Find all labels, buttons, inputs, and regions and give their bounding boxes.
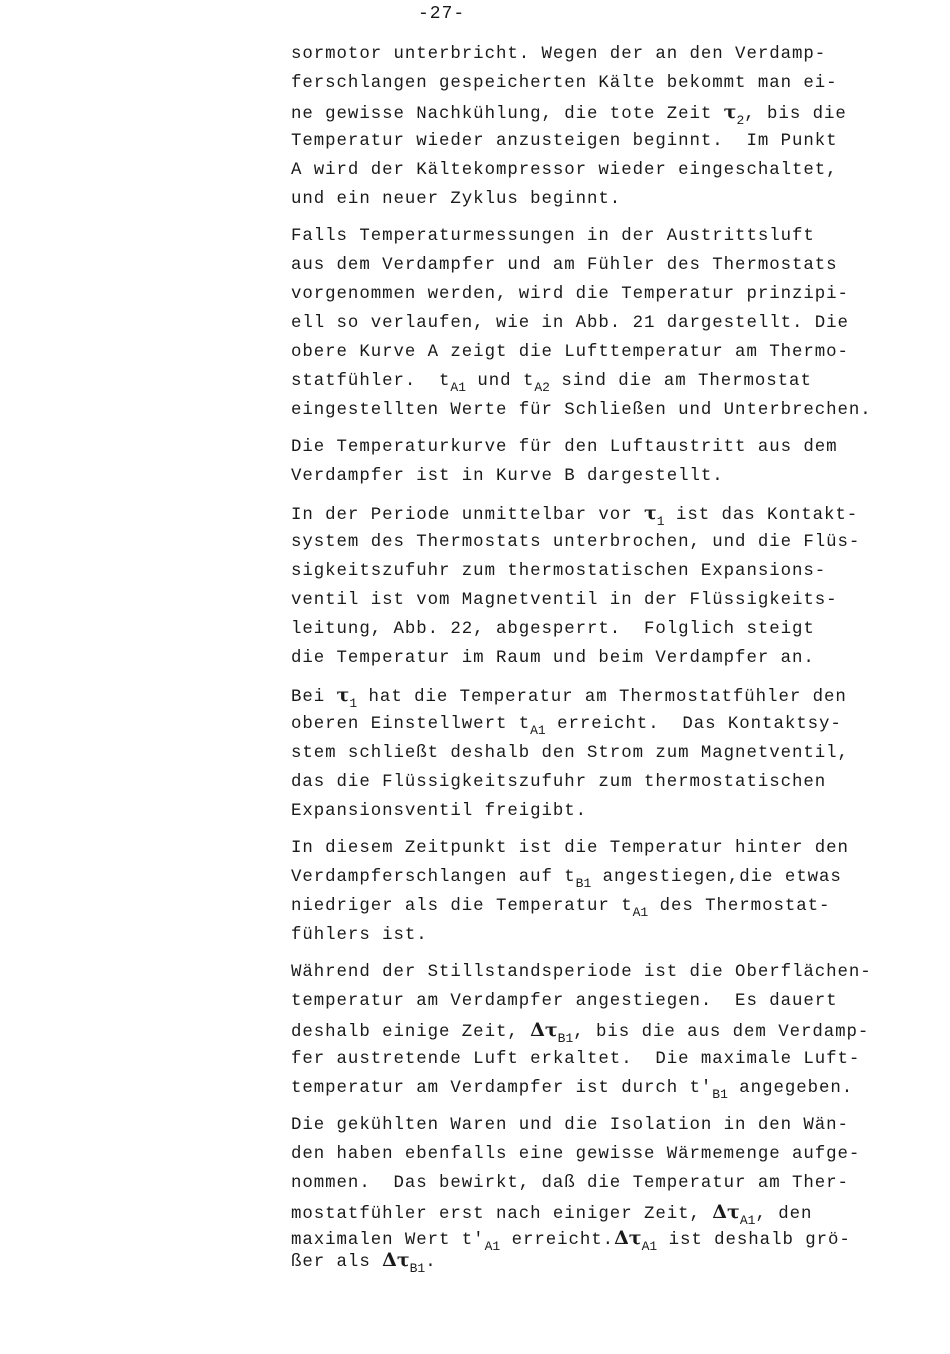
text-line: nommen. Das bewirkt, daß die Temperatur am Ther- <box>291 1174 849 1193</box>
text-line: In der Periode unmittelbar vor $\tau_1$ ist das Kontakt- <box>291 502 859 529</box>
text-line: system des Thermostats unterbrochen, und die Flüs- <box>291 533 861 552</box>
text-line: vorgenommen werden, wird die Temperatur prinzipi- <box>291 285 849 304</box>
text-line: aus dem Verdampfer und am Fühler des Thermostats <box>291 256 838 275</box>
paragraph-8 <box>291 1111 931 1276</box>
paragraph-7 <box>291 958 931 1103</box>
text-line: die Temperatur im Raum und beim Verdampfer an. <box>291 649 815 668</box>
tau-symbol: τ <box>643 502 657 524</box>
text-line: statfühler. $t_{A1}$ und $t_{A2}$ sind die am Thermostat <box>291 372 812 395</box>
text-line: Die gekühlten Waren und die Isolation in den Wän- <box>291 1116 849 1135</box>
text-line: Expansionsventil freigibt. <box>291 802 588 821</box>
text-line: ventil ist vom Magnetventil in der Flüssigkeits- <box>291 591 838 610</box>
tau-symbol: τ <box>723 101 737 123</box>
text-line: mostatfühler erst nach einiger Zeit, $\Delta\tau_{A1}$, den <box>291 1201 813 1228</box>
delta-tau-symbol: Δτ <box>530 1019 558 1041</box>
text-line: niedriger als die Temperatur $t_{A1}$ des Thermostat- <box>291 897 831 920</box>
text-line: eingestellten Werte für Schließen und Unterbrechen. <box>291 401 872 420</box>
text-line: und ein neuer Zyklus beginnt. <box>291 190 622 209</box>
paragraph-3 <box>291 433 931 491</box>
page-number: -27- <box>418 4 466 24</box>
paragraph-5 <box>291 681 931 826</box>
text-line: temperatur am Verdampfer angestiegen. Es dauert <box>291 992 838 1011</box>
text-line: In diesem Zeitpunkt ist die Temperatur hinter den <box>291 839 849 858</box>
text-line: A wird der Kältekompressor wieder eingeschaltet, <box>291 161 838 180</box>
text-line: Temperatur wieder anzusteigen beginnt. Im Punkt <box>291 132 838 151</box>
text-line: den haben ebenfalls eine gewisse Wärmemenge aufge- <box>291 1145 861 1164</box>
tau-symbol: τ <box>336 684 350 706</box>
text-line: Die Temperaturkurve für den Luftaustritt aus dem <box>291 438 838 457</box>
text-line: ne gewisse Nachkühlung, die tote Zeit $\tau_2$, bis die <box>291 101 847 128</box>
paragraph-1 <box>291 40 931 214</box>
text-line: deshalb einige Zeit, $\Delta\tau_{B1}$, bis die aus dem Verdamp- <box>291 1019 870 1046</box>
text-line: das die Flüssigkeitszufuhr zum thermostatischen <box>291 773 827 792</box>
delta-tau-symbol: Δτ <box>614 1227 642 1249</box>
text-line: Falls Temperaturmessungen in der Austrittsluft <box>291 227 815 246</box>
text-line: ferschlangen gespeicherten Kälte bekommt man ei- <box>291 74 838 93</box>
text-line: Bei $\tau_1$ hat die Temperatur am Thermostatfühler den <box>291 684 847 711</box>
text-line: ßer als $\Delta\tau_{B1}$. <box>291 1249 437 1276</box>
text-line: Verdampferschlangen auf $t_{B1}$ angestiegen,die etwas <box>291 868 842 891</box>
text-line: stem schließt deshalb den Strom zum Magnetventil, <box>291 744 849 763</box>
paragraph-4 <box>291 499 931 673</box>
paragraph-2 <box>291 222 931 425</box>
text-line: fer austretende Luft erkaltet. Die maximale Luft- <box>291 1050 861 1069</box>
delta-tau-symbol: Δτ <box>382 1249 410 1271</box>
text-line: oberen Einstellwert $t_{A1}$ erreicht. Das Kontaktsy- <box>291 715 842 738</box>
delta-tau-symbol: Δτ <box>712 1201 740 1223</box>
text-line: Während der Stillstandsperiode ist die Oberflächen- <box>291 963 872 982</box>
text-line: obere Kurve A zeigt die Lufttemperatur am Thermo- <box>291 343 849 362</box>
body-text <box>291 40 931 1279</box>
text-line: fühlers ist. <box>291 926 428 945</box>
text-line: leitung, Abb. 22, abgesperrt. Folglich steigt <box>291 620 815 639</box>
text-line: maximalen Wert $t'_{A1}$ $erreicht.\Delta\tau_{A1}$ ist deshalb grö- <box>291 1227 851 1254</box>
text-line: ell so verlaufen, wie in Abb. 21 dargestellt. Die <box>291 314 849 333</box>
text-line: temperatur am Verdampfer ist durch $t'_{B1}$ angegeben. <box>291 1079 854 1102</box>
text-line: sormotor unterbricht. Wegen der an den Verdamp- <box>291 45 827 64</box>
text-line: Verdampfer ist in Kurve B dargestellt. <box>291 467 724 486</box>
text-line: sigkeitszufuhr zum thermostatischen Expansions- <box>291 562 827 581</box>
paragraph-6 <box>291 834 931 950</box>
